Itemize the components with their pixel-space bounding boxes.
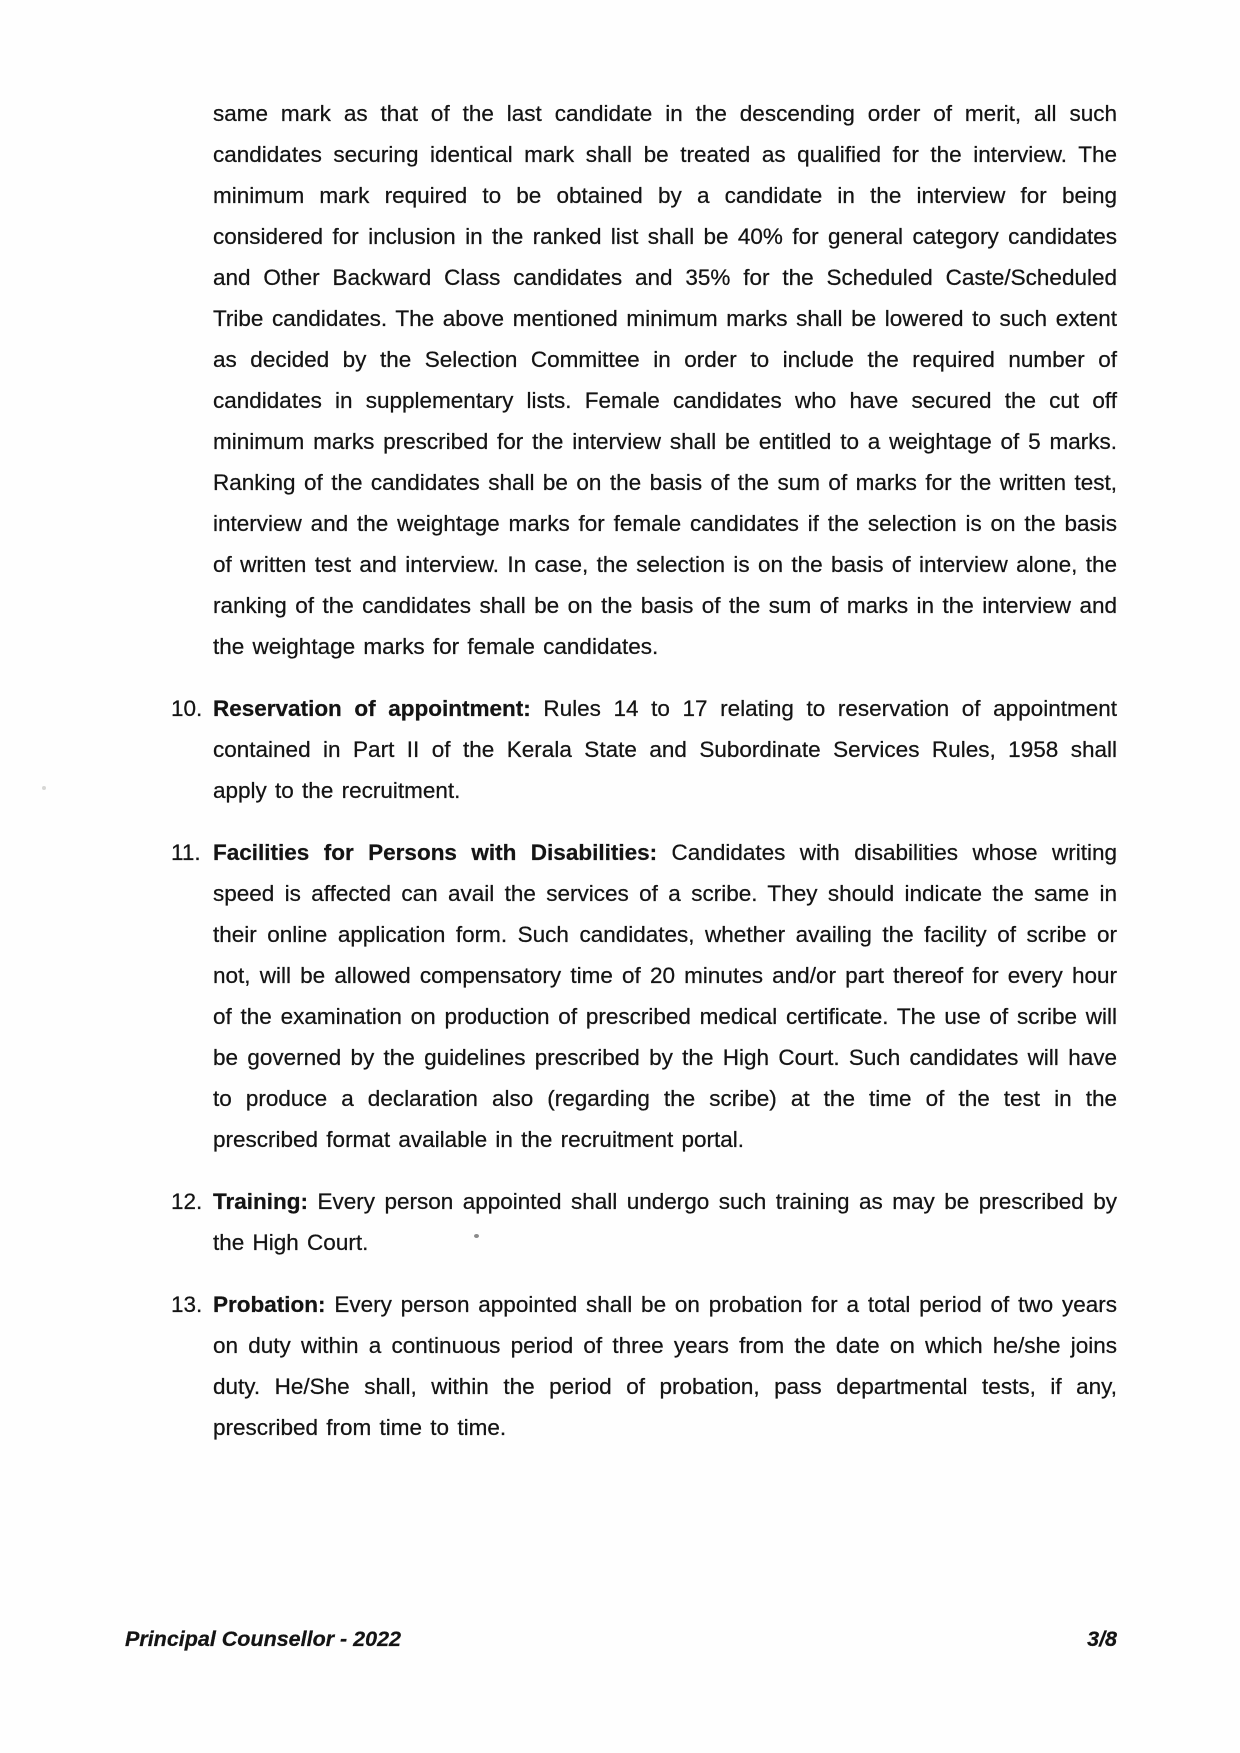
item-body: Rules 14 to 17 relating to reservation of appointment contained in Part II of the Kerala State and Subordinate Services Rules, 1958 shall apply to the recruitment.: [213, 696, 1117, 803]
continuation-paragraph: same mark as that of the last candidate in the descending order of merit, all such candidates securing identical mark shall be treated as qualified for the interview. The minimum mark required to be obtained by a candidate in the interview for being considered for inclusion in the ranked list shall be 40% for general category candidates and Other Backward Class candidates and 35% for the Scheduled Caste/Scheduled Tribe candidates. The above mentioned minimum marks shall be lowered to such extent as decided by the Selection Committee in order to include the required number of candidates in supplementary lists. Female candidates who have secured the cut off minimum marks prescribed for the interview shall be entitled to a weightage of 5 marks. Ranking of the candidates shall be on the basis of the sum of marks for the written test, interview and the weightage marks for female candidates if the selection is on the basis of written test and interview. In case, the selection is on the basis of interview alone, the ranking of the candidates shall be on the basis of the sum of marks in the interview and the weightage marks for female candidates.: [213, 101, 1117, 659]
item-number: 12.: [171, 1189, 203, 1214]
page-footer: [125, 1627, 1117, 1652]
item-heading: Training:: [213, 1189, 308, 1214]
item-body: Every person appointed shall undergo such training as may be prescribed by the High Court.: [213, 1189, 1117, 1255]
scan-speck: [42, 786, 46, 790]
item-heading: Reservation of appointment:: [213, 696, 531, 721]
item-body: Candidates with disabilities whose writing speed is affected can avail the services of a scribe. They should indicate the same in their online application form. Such candidates, whether availing the facility of scribe or not, will be allowed compensatory time of 20 minutes and/or part thereof for every hour of the examination on production of prescribed medical certificate. The use of scribe will be governed by the guidelines prescribed by the High Court. Such candidates will have to produce a declaration also (regarding the scribe) at the time of the test in the prescribed format available in the recruitment portal.: [213, 840, 1117, 1152]
list-item-reservation: [171, 688, 1117, 811]
item-number: 13.: [171, 1292, 203, 1317]
list-item-facilities-disabilities: [171, 832, 1117, 1160]
scan-speck: [474, 1234, 479, 1238]
item-number: 10.: [171, 696, 203, 721]
item-heading: Probation:: [213, 1292, 326, 1317]
item-number: 11.: [171, 840, 201, 865]
document-body: [171, 93, 1117, 1448]
list-item-training: [171, 1181, 1117, 1263]
footer-doc-title: Principal Counsellor - 2022: [125, 1627, 402, 1651]
footer-page-number: 3/8: [1087, 1627, 1117, 1651]
list-item-probation: [171, 1284, 1117, 1448]
item-heading: Facilities for Persons with Disabilities:: [213, 840, 658, 865]
item-body: Every person appointed shall be on probation for a total period of two years on duty within a continuous period of three years from the date on which he/she joins duty. He/She shall, within the period of probation, pass departmental tests, if any, prescribed from time to time.: [213, 1292, 1117, 1440]
